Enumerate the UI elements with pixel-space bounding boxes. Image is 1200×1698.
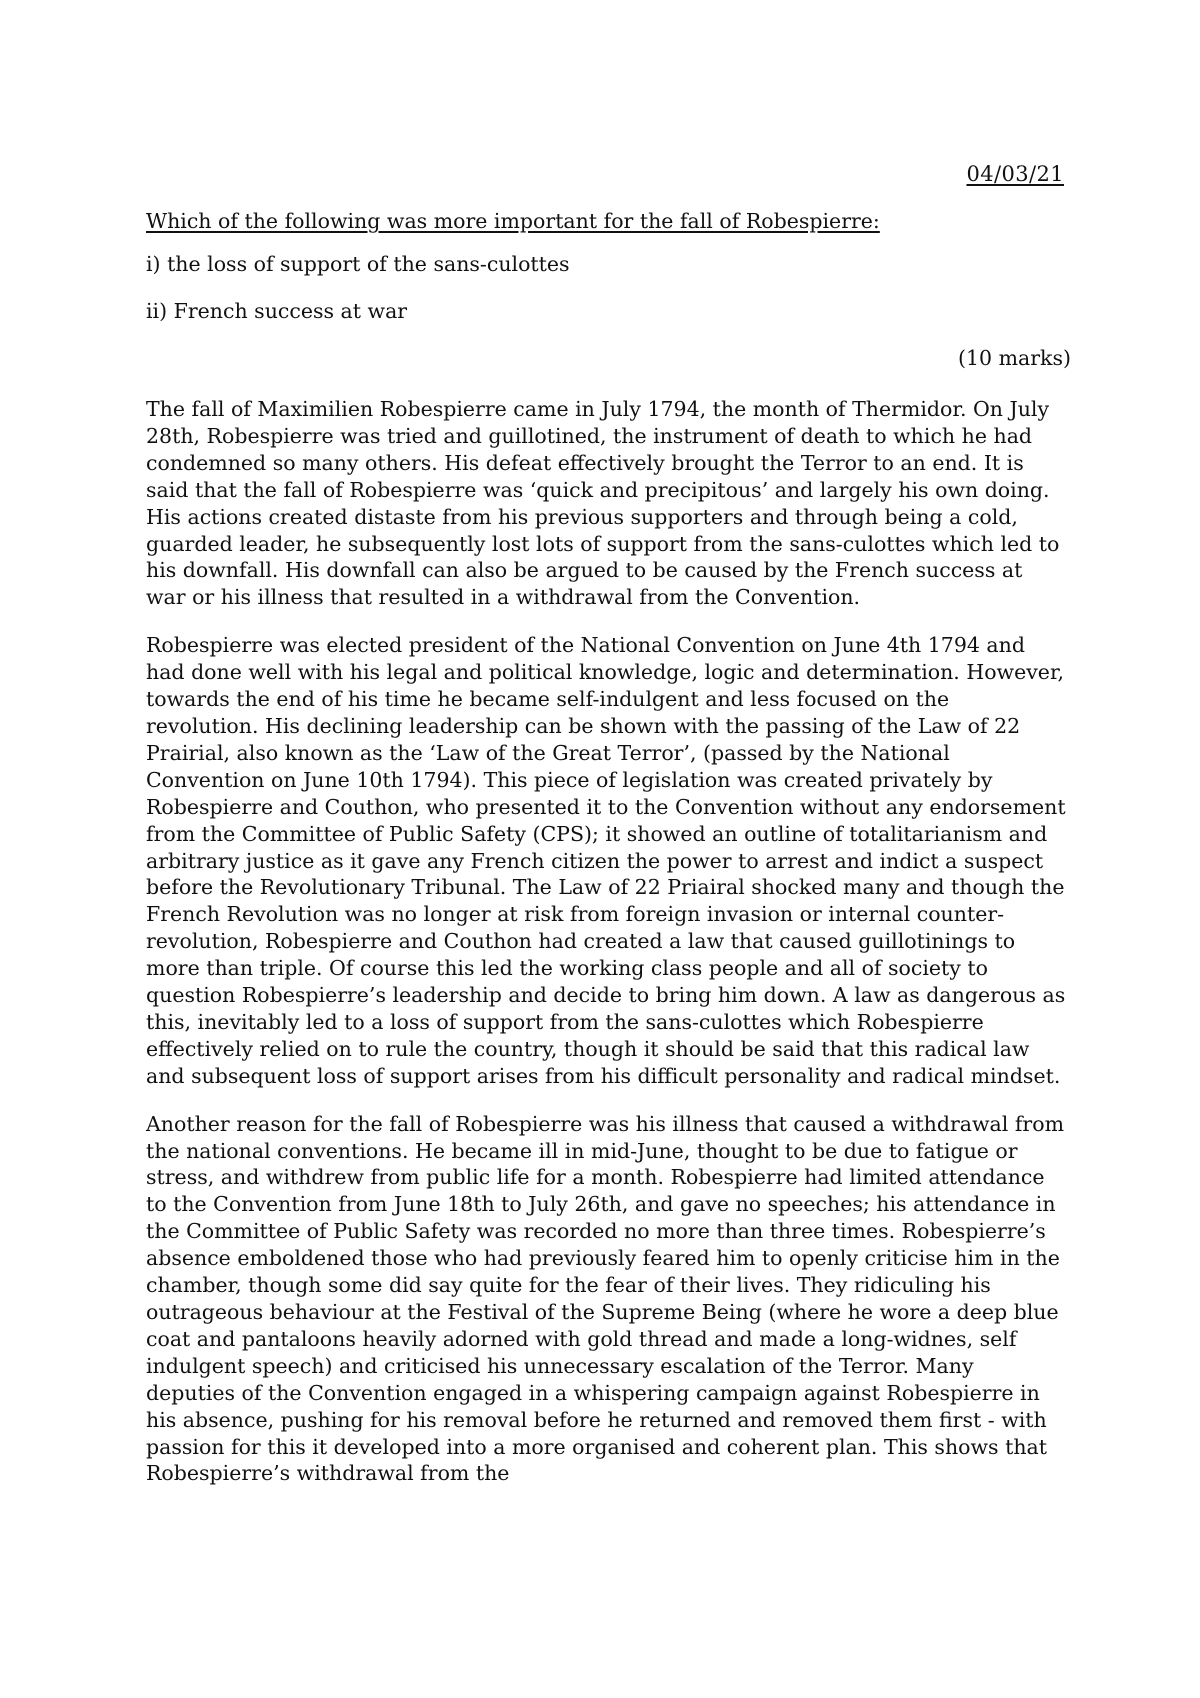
question-option-2: ii) French success at war — [146, 299, 408, 323]
essay-paragraph-1: The fall of Maximilien Robespierre came in July 1794, the month of Thermidor. On July 28th, Robespierre was tried and guillotined, the instrument of death to which he had condemned so many others. His defeat effectively brought the Terror to an end. It is said that the fall of Robespierre was ‘quick and precipitous’ and largely his own doing. His actions created distaste from his previous supporters and through being a cold, guarded leader, he subsequently lost lots of support from the sans-culottes which led to his downfall. His downfall can also be argued to be caused by the French success at war or his illness that resulted in a withdrawal from the Convention. — [146, 397, 1060, 610]
question-marks: (10 marks) — [957, 346, 1071, 370]
document-date: 04/03/21 — [966, 162, 1064, 186]
question-option-1: i) the loss of support of the sans-culottes — [146, 252, 570, 276]
question-title: Which of the following was more important for the fall of Robespierre: — [146, 209, 880, 233]
essay-paragraph-3: Another reason for the fall of Robespierre was his illness that caused a withdrawal from the national conventions. He became ill in mid-June, thought to be due to fatigue or stress, and withdrew from public life for a month. Robespierre had limited attendance to the Convention from June 18th to July 26th, and gave no speeches; his attendance in the Committee of Public Safety was recorded no more than three times. Robespierre’s absence emboldened those who had previously feared him to openly criticise him in the chamber, though some did say quite for the fear of their lives. They ridiculing his outrageous behaviour at the Festival of the Supreme Being (where he wore a deep blue coat and pantaloons heavily adorned with gold thread and made a long-widnes, self indulgent speech) and criticised his unnecessary escalation of the Terror. Many deputies of the Convention engaged in a whispering campaign against Robespierre in his absence, pushing for his removal before he returned and removed them first - with passion for this it developed into a more organised and coherent plan. This shows that Robespierre’s withdrawal from the — [146, 1111, 1065, 1486]
document-body — [146, 208, 1071, 1508]
essay-paragraph-2: Robespierre was elected president of the National Convention on June 4th 1794 and had done well with his legal and political knowledge, logic and determination. However, towards the end of his time he became self-indulgent and less focused on the revolution. His declining leadership can be shown with the passing of the Law of 22 Prairial, also known as the ‘Law of the Great Terror’, (passed by the National Convention on June 10th 1794). This piece of legislation was created privately by Robespierre and Couthon, who presented it to the Convention without any endorsement from the Committee of Public Safety (CPS); it showed an outline of totalitarianism and arbitrary justice as it gave any French citizen the power to arrest and indict a suspect before the Revolutionary Tribunal. The Law of 22 Priairal shocked many and though the French Revolution was no longer at risk from foreign invasion or internal counter-revolution, Robespierre and Couthon had created a law that caused guillotinings to more than triple. Of course this led the working class people and all of society to question Robespierre’s leadership and decide to bring him down. A law as dangerous as this, inevitably led to a loss of support from the sans-culottes which Robespierre effectively relied on to rule the country, though it should be said that this radical law and subsequent loss of support arises from his difficult personality and radical mindset. — [146, 633, 1066, 1088]
